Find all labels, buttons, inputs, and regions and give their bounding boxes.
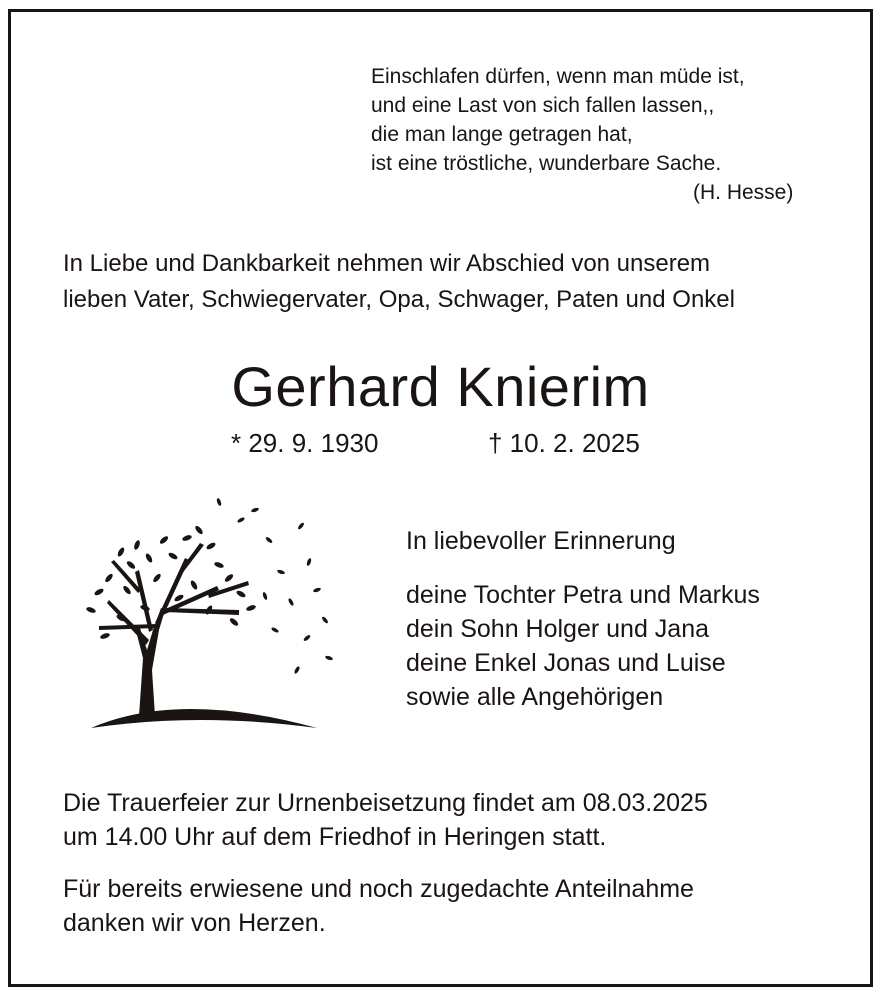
thanks-line: Für bereits erwiesene und noch zugedachte Anteilnahme [63,875,694,903]
service-line: Die Trauerfeier zur Urnenbeisetzung findet am 08.03.2025 [63,789,708,817]
birth-date: * 29. 9. 1930 [231,428,379,458]
mourners-list [406,578,760,714]
poem-line: und eine Last von sich fallen lassen,, [371,94,715,117]
mourner-line: deine Enkel Jonas und Luise [406,649,726,677]
intro-line: lieben Vater, Schwiegervater, Opa, Schwager, Paten und Onkel [63,286,735,313]
poem-attribution: (H. Hesse) [693,181,794,204]
deceased-name: Gerhard Knierim [231,355,650,418]
poem-line: ist eine tröstliche, wunderbare Sache. [371,152,722,175]
obituary-notice [8,9,873,987]
thanks-line: danken wir von Herzen. [63,909,326,937]
poem-line: die man lange getragen hat, [371,123,633,146]
funeral-service-info [63,786,708,854]
mourner-line: dein Sohn Holger und Jana [406,615,710,643]
poem-quote [371,62,793,207]
mourner-line: sowie alle Angehörigen [406,683,664,711]
poem-line: Einschlafen dürfen, wenn man müde ist, [371,65,745,88]
service-line: um 14.00 Uhr auf dem Friedhof in Heringen statt. [63,823,607,851]
mourner-line: deine Tochter Petra und Markus [406,581,760,609]
thanks-text [63,872,694,940]
tree-with-falling-leaves-icon [69,490,339,730]
intro-text [63,246,735,318]
death-date: † 10. 2. 2025 [488,428,640,458]
memory-heading: In liebevoller Erinnerung [406,527,676,555]
intro-line: In Liebe und Dankbarkeit nehmen wir Abschied von unserem [63,250,711,277]
